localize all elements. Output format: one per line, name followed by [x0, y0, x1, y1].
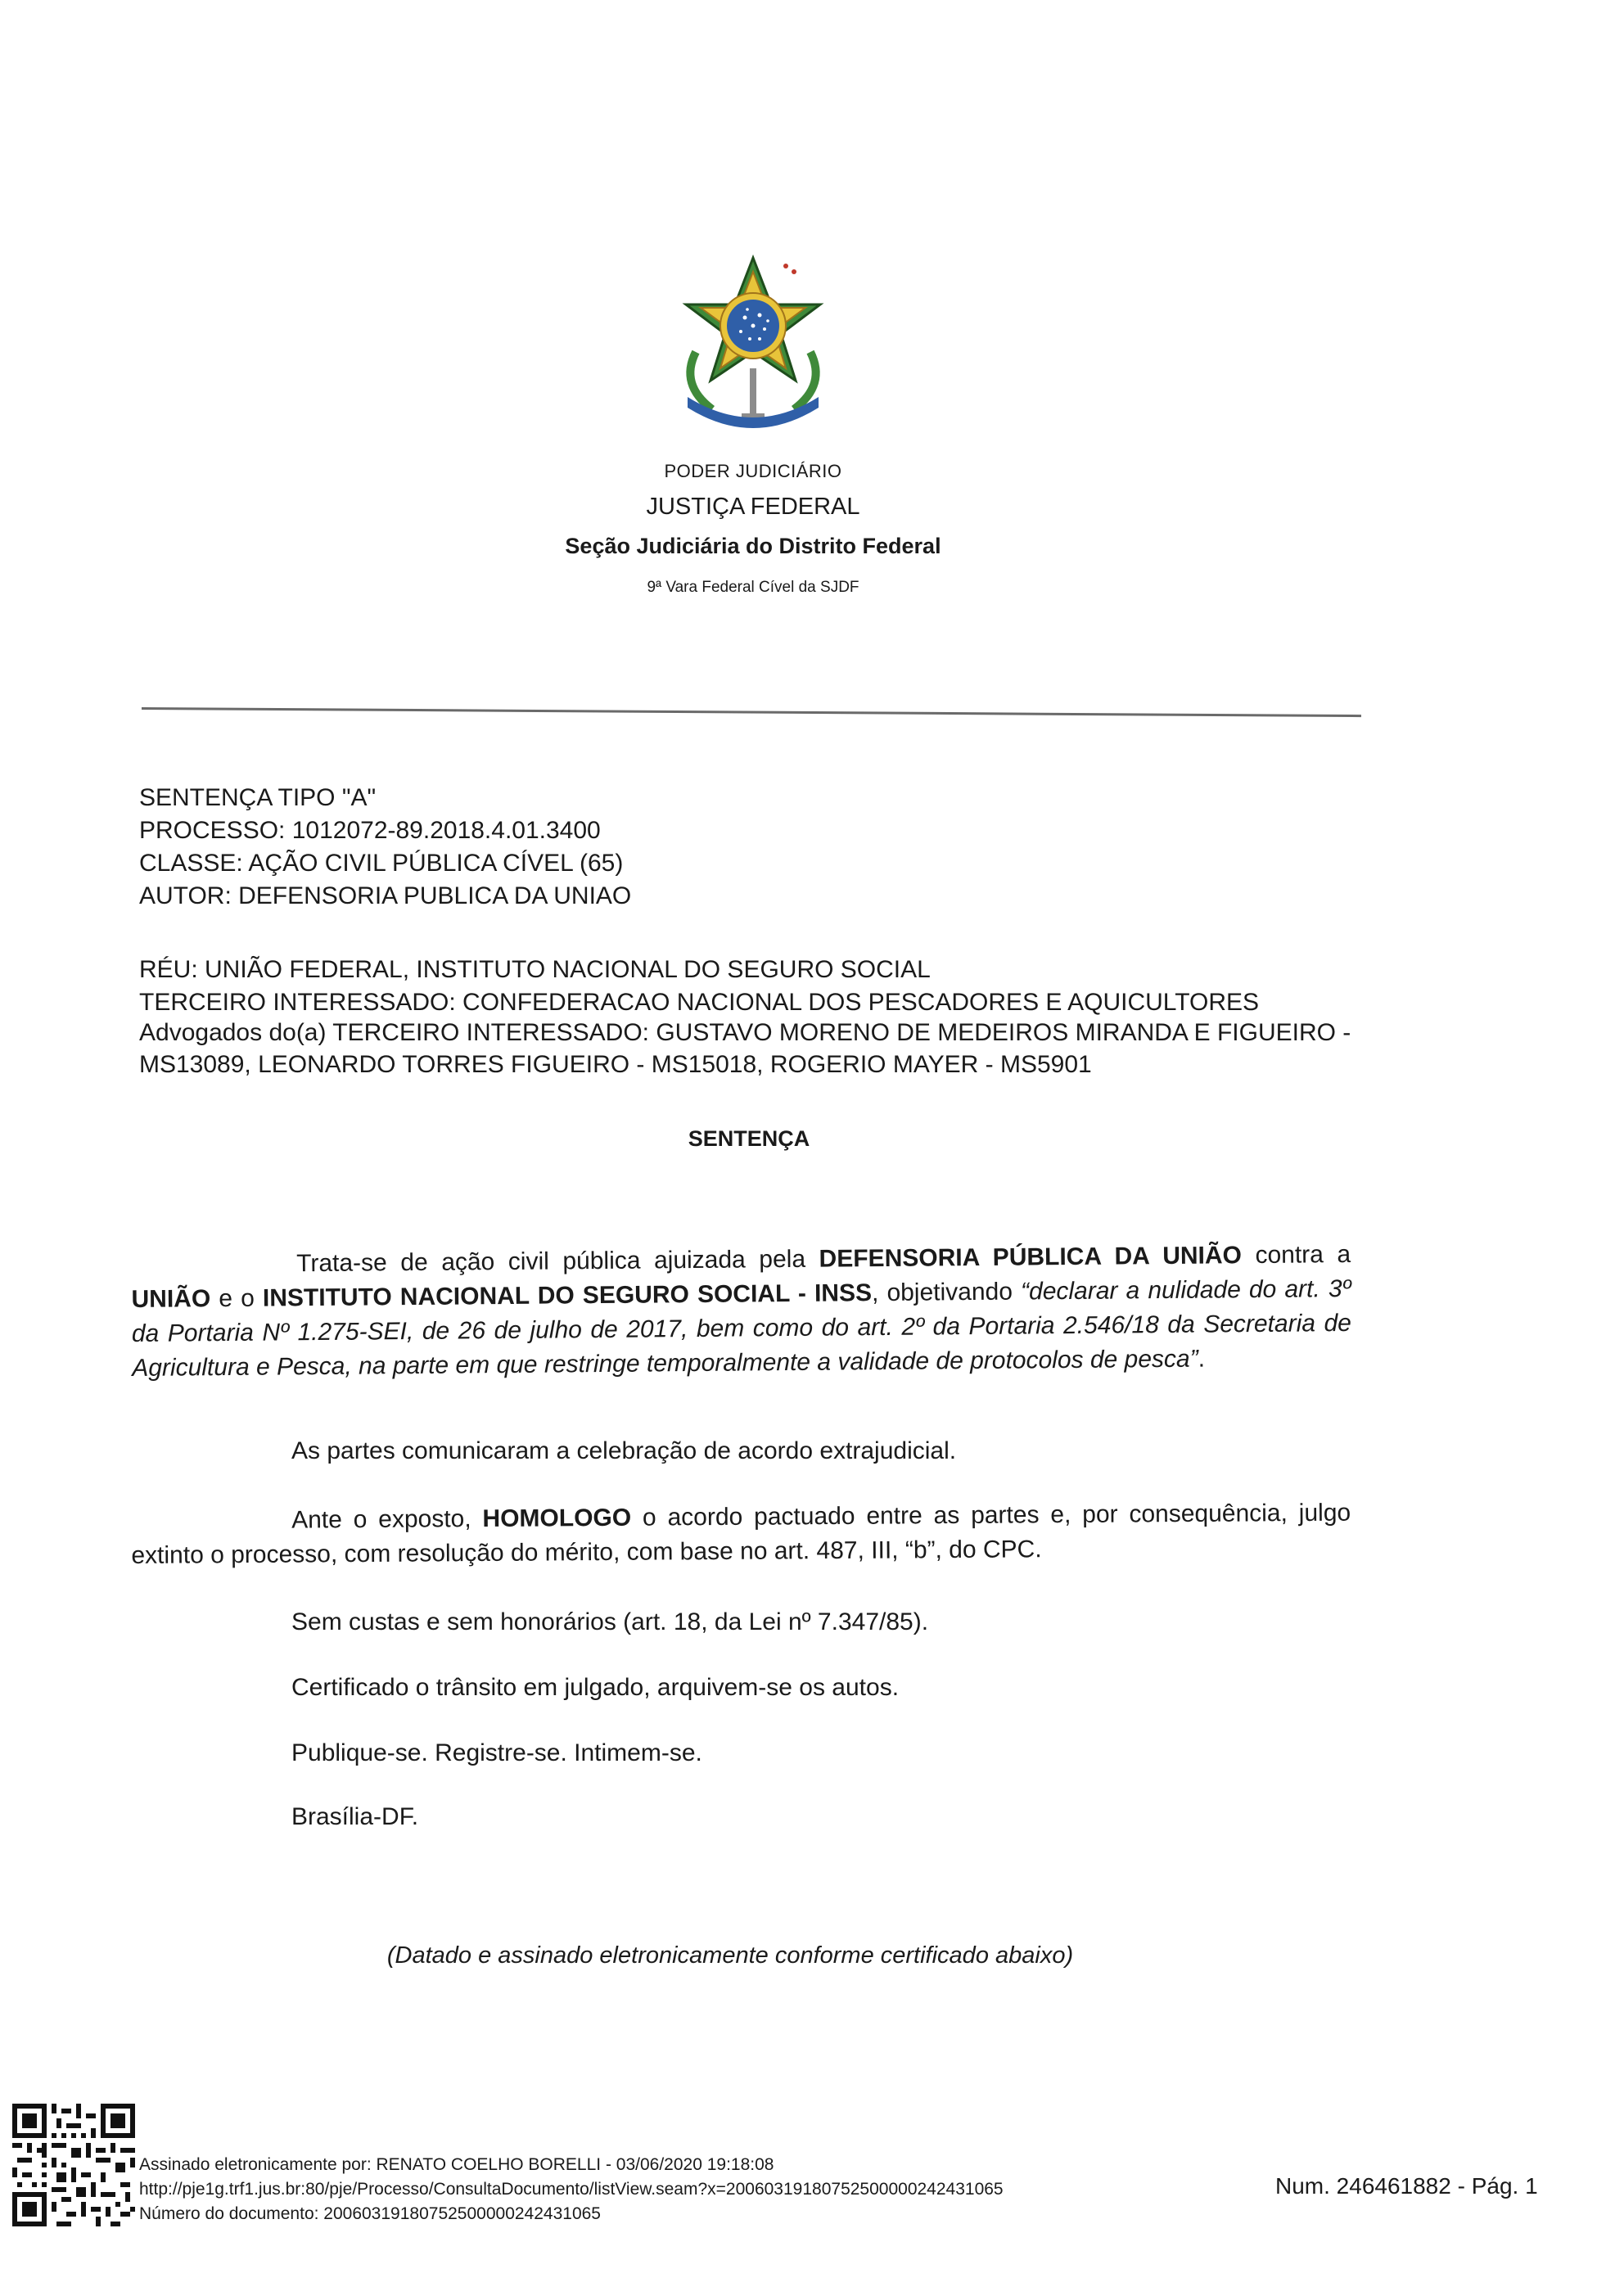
processo-number: PROCESSO: 1012072-89.2018.4.01.3400	[139, 817, 601, 844]
p1-text-a: Trata-se de ação civil pública ajuizada pela	[296, 1245, 819, 1278]
qr-code[interactable]	[12, 2104, 135, 2226]
p1-uniao: UNIÃO	[131, 1285, 211, 1313]
advogados-line-2: MS13089, LEONARDO TORRES FIGUEIRO - MS15018, ROGERIO MAYER - MS5901	[139, 1051, 1092, 1078]
p3-text-a: Ante o exposto,	[291, 1505, 483, 1534]
paragraph-trata-se	[131, 1238, 1351, 1386]
p1-text-g: , objetivando	[871, 1278, 1022, 1307]
autor: AUTOR: DEFENSORIA PUBLICA DA UNIAO	[139, 882, 632, 909]
sentenca-tipo: SENTENÇA TIPO "A"	[139, 784, 377, 811]
p1-text-i: .	[1198, 1345, 1206, 1373]
footer-url-link[interactable]: http://pje1g.trf1.jus.br:80/pje/Processo/ConsultaDocumento/listView.seam?x=20060319180752500000242431065	[139, 2180, 1004, 2199]
signature-note: (Datado e assinado eletronicamente conforme certificado abaixo)	[386, 1942, 1074, 1969]
paragraph-publique-se: Publique-se. Registre-se. Intimem-se.	[291, 1739, 702, 1766]
p1-text-c: contra a	[1241, 1240, 1351, 1270]
paragraph-custas: Sem custas e sem honorários (art. 18, da Lei nº 7.347/85).	[291, 1608, 929, 1635]
p3-text-c: o acordo pactuado entre as partes e, por consequência, julgo extinto o processo, com resolução do mérito, com base no art. 487, III, “b”, do CPC.	[131, 1499, 1351, 1569]
header-vara: 9ª Vara Federal Cível da SJDF	[647, 579, 859, 596]
footer-signed-by: Assinado eletronicamente por: RENATO COELHO BORELLI - 03/06/2020 19:18:08	[139, 2155, 774, 2174]
p1-quote: “declarar a nulidade do art. 3º da Portaria Nº 1.275-SEI, de 26 de julho de 2017, bem como do art. 2º da Portaria 2.546/18 da Secretaria de Agricultura e Pesca, na parte em que restringe temporalmente a validade de protocolos de pesca”	[131, 1274, 1351, 1382]
p3-homologo: HOMOLOGO	[482, 1504, 632, 1533]
advogados-line-1: Advogados do(a) TERCEIRO INTERESSADO: GUSTAVO MORENO DE MEDEIROS MIRANDA E FIGUEIRO -	[139, 1019, 1351, 1046]
p1-text-e: e o	[210, 1284, 264, 1313]
terceiro-interessado: TERCEIRO INTERESSADO: CONFEDERACAO NACIONAL DOS PESCADORES E AQUICULTORES	[139, 989, 1260, 1016]
header-justica-federal: JUSTIÇA FEDERAL	[646, 494, 860, 520]
p1-defensoria: DEFENSORIA PÚBLICA DA UNIÃO	[819, 1242, 1243, 1273]
header-divider	[142, 707, 1361, 717]
brazil-coat-of-arms-emblem	[663, 254, 843, 438]
header-secao-judiciaria: Seção Judiciária do Distrito Federal	[565, 534, 941, 558]
paragraph-ante-o-exposto	[131, 1496, 1351, 1573]
page-number: Num. 246461882 - Pág. 1	[1275, 2173, 1538, 2199]
p1-inss: INSTITUTO NACIONAL DO SEGURO SOCIAL - INSS	[262, 1279, 873, 1312]
reu: RÉU: UNIÃO FEDERAL, INSTITUTO NACIONAL DO SEGURO SOCIAL	[139, 956, 931, 983]
paragraph-acordo: As partes comunicaram a celebração de acordo extrajudicial.	[291, 1437, 957, 1464]
footer-document-number: Número do documento: 20060319180752500000242431065	[139, 2204, 601, 2223]
paragraph-local: Brasília-DF.	[291, 1803, 419, 1830]
sentenca-heading: SENTENÇA	[688, 1126, 810, 1151]
header-poder-judiciario: PODER JUDICIÁRIO	[664, 461, 842, 481]
classe: CLASSE: AÇÃO CIVIL PÚBLICA CÍVEL (65)	[139, 850, 624, 877]
paragraph-transito: Certificado o trânsito em julgado, arquivem-se os autos.	[291, 1674, 900, 1701]
